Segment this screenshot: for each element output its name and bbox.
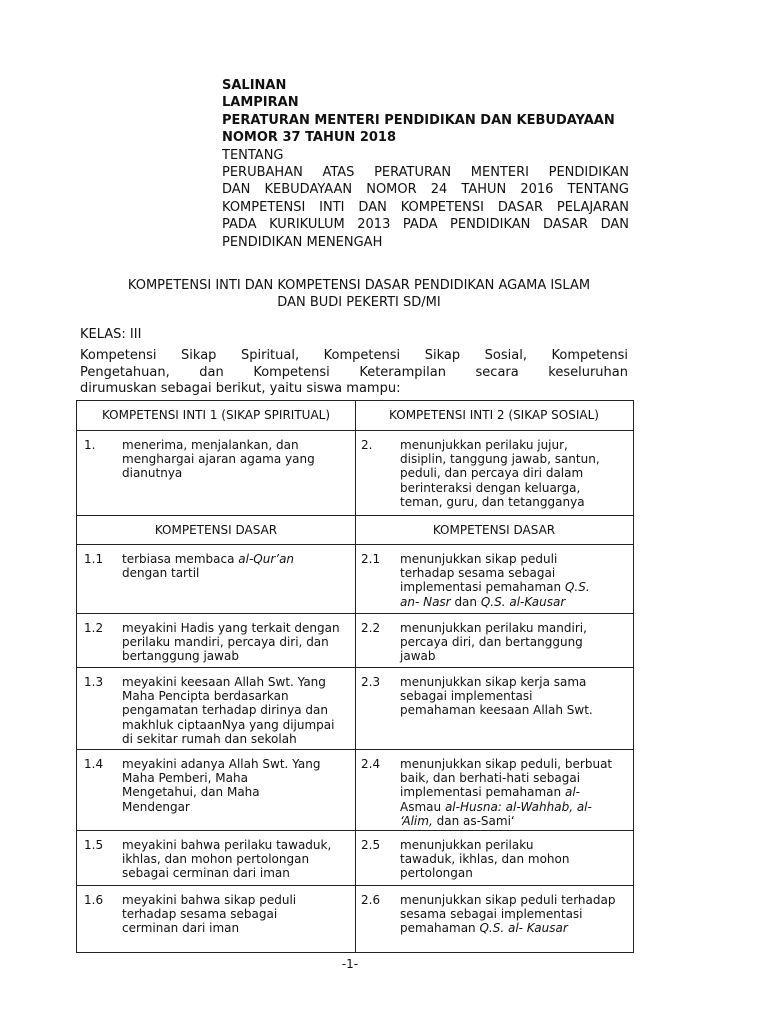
kd-text: meyakini bahwa perilaku tawaduk, ikhlas, dan mohon pertolongan sebagai cerminan dari iman: [122, 838, 332, 881]
kd-number: 2.3: [361, 675, 381, 689]
ki1-text: menerima, menjalankan, dan menghargai ajaran agama yang dianutnya: [122, 438, 315, 481]
kd-row: [76, 544, 634, 614]
kd-right-cell: [355, 831, 633, 885]
kd-text-part: dan as-Sami‘: [432, 813, 515, 828]
kd-left-cell: [77, 545, 356, 613]
kd-text: [400, 757, 623, 828]
subject-line: PENDIDIKAN MENENGAH: [222, 234, 383, 250]
kd-text-part: Asmau: [400, 799, 445, 814]
kd-left-cell: [77, 614, 356, 667]
kd-right-cell: [355, 668, 633, 749]
kd-left-cell: [77, 750, 356, 830]
kd-number: 1.5: [84, 838, 104, 852]
kd-text-italic: al-Qur’an: [238, 552, 295, 566]
ki1-number: 1.: [84, 438, 96, 452]
kd-right-cell: [355, 886, 633, 952]
regulation-title: PERATURAN MENTERI PENDIDIKAN DAN KEBUDAYAAN: [222, 112, 615, 128]
kd-number: 2.5: [361, 838, 381, 852]
kd-text: menunjukkan perilaku tawaduk, ikhlas, dan mohon pertolongan: [400, 838, 570, 881]
tentang-label: TENTANG: [222, 147, 284, 163]
subject-line: KOMPETENSI INTI DAN KOMPETENSI DASAR PELAJARAN: [222, 199, 629, 215]
ki2-text: menunjukkan perilaku jujur, disiplin, tanggung jawab, santun, peduli, dan percaya diri dalam berinteraksi dengan keluarga, teman, guru, dan tetangganya: [400, 438, 600, 509]
kd-number: 1.6: [84, 893, 104, 907]
class-label: KELAS: III: [80, 327, 142, 342]
ki1-header: KOMPETENSI INTI 1 (SIKAP SPIRITUAL): [77, 401, 356, 430]
kd-number: 1.4: [84, 757, 104, 771]
kd-row: [76, 830, 634, 886]
kd-text-part: dengan tartil: [122, 566, 200, 581]
kd-text: [400, 893, 623, 936]
kd-text: meyakini Hadis yang terkait dengan perilaku mandiri, percaya diri, dan bertanggung jawab: [122, 621, 340, 664]
title-line: KOMPETENSI INTI DAN KOMPETENSI DASAR PENDIDIKAN AGAMA ISLAM: [127, 278, 591, 293]
lampiran-label: LAMPIRAN: [222, 95, 299, 111]
kd-row: [76, 749, 634, 831]
intro-line: Kompetensi Sikap Spiritual, Kompetensi Sikap Sosial, Kompetensi: [80, 348, 628, 363]
kd-text-part: menunjukkan sikap peduli, berbuat baik, dan berhati-hati sebagai implementasi pemahaman: [400, 757, 613, 800]
ki1-cell: [77, 431, 356, 515]
regulation-subject: [222, 164, 629, 251]
kd-left-cell: [77, 668, 356, 749]
subject-line: PADA KURIKULUM 2013 PADA PENDIDIKAN DASAR DAN: [222, 217, 629, 233]
kd-header-row: [76, 515, 634, 545]
kd-number: 2.2: [361, 621, 381, 635]
intro-line: dirumuskan sebagai berikut, yaitu siswa mampu:: [80, 381, 401, 396]
intro-paragraph: [80, 348, 628, 398]
kd-text: meyakini adanya Allah Swt. Yang Maha Pemberi, Maha Mengetahui, dan Maha Mendengar: [122, 757, 321, 814]
kd-text-italic: Q.S. al- Kausar: [479, 921, 568, 936]
kd-text-part: dan: [450, 594, 481, 609]
section-title: [80, 277, 638, 311]
kd-text: meyakini bahwa sikap peduli terhadap sesama sebagai cerminan dari iman: [122, 893, 297, 936]
kd-text-part: terbiasa membaca: [122, 552, 239, 566]
ki2-header: KOMPETENSI INTI 2 (SIKAP SOSIAL): [389, 408, 599, 422]
page-number: -1-: [341, 957, 359, 971]
kd-text-italic: Q.S. al-Kausar: [480, 594, 566, 609]
kd-right-cell: [355, 750, 633, 830]
kd-number: 1.1: [84, 552, 104, 566]
kd-right-cell: [355, 614, 633, 667]
ki2-number: 2.: [361, 438, 373, 452]
kd-number: 1.3: [84, 675, 104, 689]
kd-text-part: menunjukkan sikap peduli terhadap sesama sebagai implementasi pemahaman: [400, 552, 565, 595]
kd-number: 2.1: [361, 552, 381, 566]
document-header: [222, 77, 629, 251]
kd-text-italic: al-: [564, 785, 580, 800]
title-line: DAN BUDI PEKERTI SD/MI: [277, 295, 441, 310]
kd-number: 1.2: [84, 621, 104, 635]
subject-line: PERUBAHAN ATAS PERATURAN MENTERI PENDIDIKAN: [222, 165, 629, 181]
kd-left-cell: [77, 831, 356, 885]
kd-text: meyakini keesaan Allah Swt. Yang Maha Pencipta berdasarkan pengamatan terhadap dirinya dan makhluk ciptaanNya yang dijumpai di sekitar rumah dan sekolah: [122, 675, 335, 746]
kd-text: [122, 552, 315, 580]
kd-left-cell: [77, 886, 356, 952]
kd-text: [400, 552, 605, 609]
kd-text-part: menunjukkan sikap peduli terhadap sesama sebagai implementasi pemahaman: [400, 893, 616, 936]
kd-number: 2.4: [361, 757, 381, 771]
kd-row: [76, 667, 634, 750]
ki-header-row: [76, 400, 634, 431]
ki-content-row: [76, 430, 634, 516]
kd-right-header: KOMPETENSI DASAR: [432, 523, 556, 537]
kd-text: menunjukkan perilaku mandiri, percaya diri, dan bertanggung jawab: [400, 621, 587, 664]
regulation-number: NOMOR 37 TAHUN 2018: [222, 130, 397, 146]
kd-row: [76, 613, 634, 668]
kd-row: [76, 885, 634, 953]
intro-line: Pengetahuan, dan Kompetensi Keterampilan secara keseluruhan: [80, 364, 628, 380]
kd-text-italic: Q.S. an- Nasr: [400, 580, 590, 609]
kd-left-header: KOMPETENSI DASAR: [77, 516, 356, 544]
ki2-cell: [355, 431, 633, 515]
kd-text: menunjukkan sikap kerja sama sebagai implementasi pemahaman keesaan Allah Swt.: [400, 675, 593, 718]
salinan-label: SALINAN: [222, 78, 287, 93]
kd-number: 2.6: [361, 893, 381, 907]
kd-right-cell: [355, 545, 633, 613]
subject-line: DAN KEBUDAYAAN NOMOR 24 TAHUN 2016 TENTANG: [222, 182, 629, 198]
kd-text-italic: al-Husna: al-Wahhab, al- ‘Alim,: [400, 799, 592, 828]
